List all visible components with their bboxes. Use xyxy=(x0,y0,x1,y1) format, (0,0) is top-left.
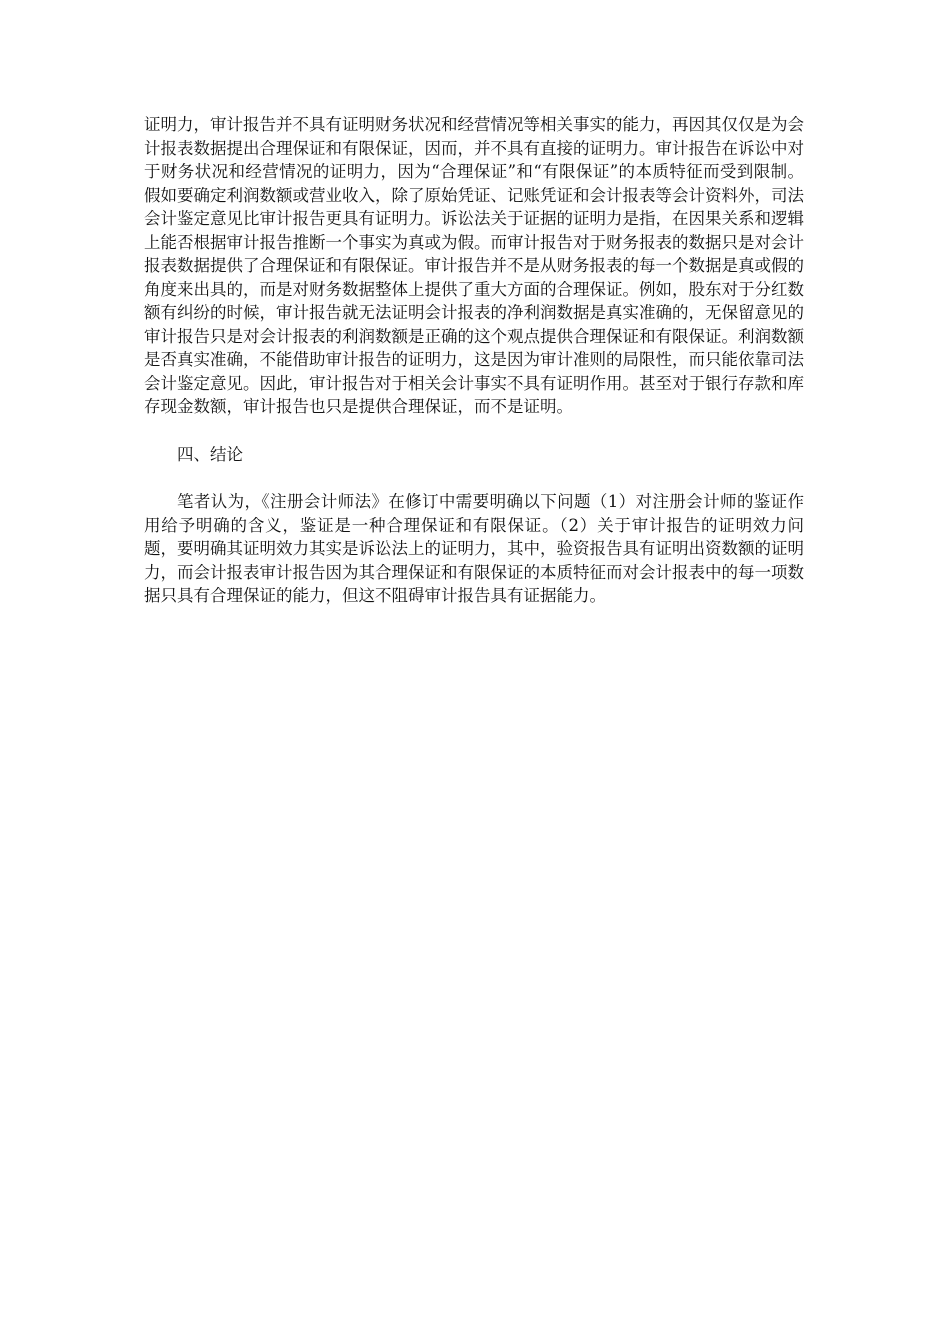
paragraph-spacer xyxy=(144,419,804,443)
body-paragraph-continued: 证明力，审计报告并不具有证明财务状况和经营情况等相关事实的能力，再因其仅仅是为会计报表数据提出合理保证和有限保证，因而，并不具有直接的证明力。审计报告在诉讼中对于财务状况和经营情况的证明力，因为“合理保证”和“有限保证”的本质特征而受到限制。假如要确定利润数额或营业收入，除了原始凭证、记账凭证和会计报表等会计资料外，司法会计鉴定意见比审计报告更具有证明力。诉讼法关于证据的证明力是指，在因果关系和逻辑上能否根据审计报告推断一个事实为真或为假。而审计报告对于财务报表的数据只是对会计报表数据提供了合理保证和有限保证。审计报告并不是从财务报表的每一个数据是真或假的角度来出具的，而是对财务数据整体上提供了重大方面的合理保证。例如，股东对于分红数额有纠纷的时候，审计报告就无法证明会计报表的净利润数据是真实准确的，无保留意见的审计报告只是对会计报表的利润数额是正确的这个观点提供合理保证和有限保证。利润数额是否真实准确，不能借助审计报告的证明力，这是因为审计准则的局限性，而只能依靠司法会计鉴定意见。因此，审计报告对于相关会计事实不具有证明作用。甚至对于银行存款和库存现金数额，审计报告也只是提供合理保证，而不是证明。 xyxy=(144,115,804,416)
body-paragraph-conclusion: 笔者认为，《注册会计师法》在修订中需要明确以下问题（1）对注册会计师的鉴证作用给予明确的含义，鉴证是一种合理保证和有限保证。（2）关于审计报告的证明效力问题，要明确其证明效力其实是诉讼法上的证明力，其中，验资报告具有证明出资数额的证明力，而会计报表审计报告因为其合理保证和有限保证的本质特征而对会计报表中的每一项数据只具有合理保证的能力，但这不阻碍审计报告具有证据能力。 xyxy=(144,492,804,605)
section-heading-conclusion: 四、结论 xyxy=(177,444,243,464)
paragraph-spacer xyxy=(144,466,804,490)
document-body xyxy=(144,113,804,608)
